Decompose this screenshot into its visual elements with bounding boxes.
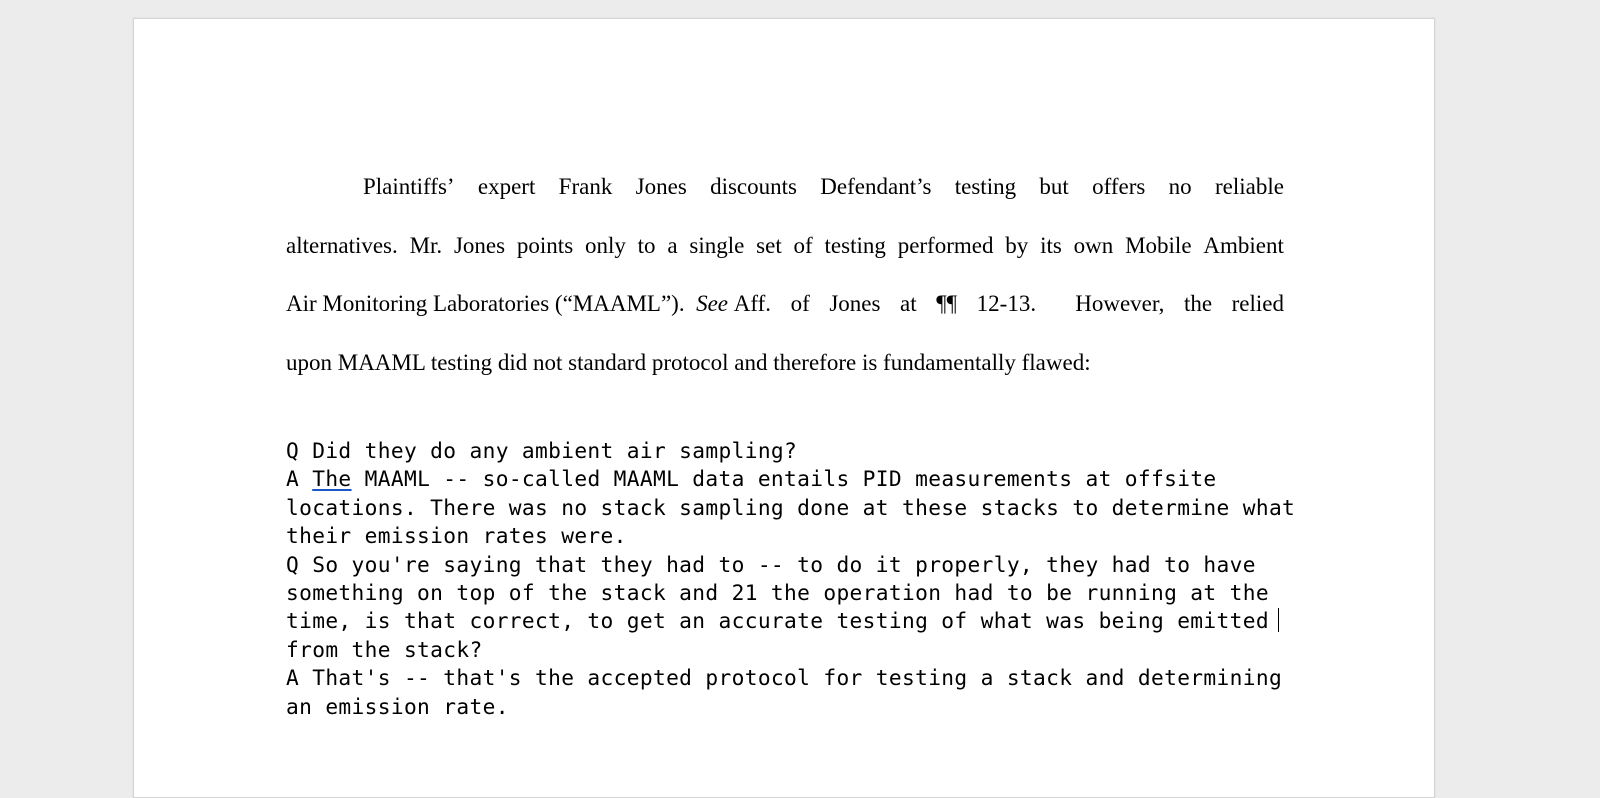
paragraph-word: by (1005, 232, 1029, 258)
paragraph-word: Mobile (1125, 232, 1192, 258)
paragraph-line-4 (286, 341, 1284, 400)
paragraph-line-1 (286, 165, 1284, 224)
paragraph-word: but (1039, 174, 1069, 199)
paragraph-word: testing (824, 232, 886, 258)
line-3-text-after-citation: Aff. of Jones at ¶¶ 12-13. However, the relied (733, 291, 1284, 316)
paragraph-word: Defendant’s (820, 174, 932, 199)
citation-signal-see: See (696, 291, 728, 316)
paragraph-word: Ambient (1203, 232, 1284, 258)
line-4-text: upon MAAML testing did not standard protocol and therefore is fundamentally flawed: (286, 349, 1091, 375)
paragraph-word: alternatives. (286, 232, 398, 258)
transcript-line: from the stack? (286, 636, 483, 662)
paragraph-word: discounts (710, 174, 797, 199)
paragraph-word: to (637, 232, 656, 258)
paragraph-word: Jones (453, 232, 506, 258)
paragraph-line-2 (286, 224, 1284, 283)
text-cursor (1278, 608, 1280, 632)
transcript-line: Q So you're saying that they had to -- to do it properly, they had to have (286, 551, 1256, 577)
paragraph-word: own (1073, 232, 1114, 258)
paragraph-word: Mr. (409, 232, 443, 258)
transcript-line: locations. There was no stack sampling done at these stacks to determine what (286, 494, 1296, 520)
transcript-line (286, 607, 1296, 635)
paragraph-line-3 (286, 282, 1284, 341)
paragraph-word: reliable (1214, 174, 1284, 199)
paragraph-word: a (667, 232, 678, 258)
transcript-line: their emission rates were. (286, 523, 627, 549)
transcript-line: Q Did they do any ambient air sampling? (286, 438, 798, 463)
paragraph-word: points (516, 232, 574, 258)
paragraph-word: its (1040, 232, 1062, 258)
paragraph-word: of (793, 232, 813, 258)
paragraph-word: performed (897, 232, 994, 258)
transcript-line-text: time, is that correct, to get an accurate testing of what was being emitted (286, 608, 1269, 634)
paragraph-word: expert (477, 174, 536, 199)
deposition-excerpt (286, 437, 1296, 721)
transcript-line: A That's -- that's the accepted protocol for testing a stack and determining (286, 665, 1283, 691)
line-3-text-before-citation: Air Monitoring Laboratories (“MAAML”). (286, 291, 685, 316)
brief-paragraph (286, 165, 1284, 399)
paragraph-word: Plaintiffs’ (363, 174, 455, 199)
paragraph-word: Jones (635, 174, 687, 199)
answer-marker: A (286, 466, 313, 492)
paragraph-word: Frank (558, 174, 613, 199)
paragraph-word: offers (1092, 174, 1146, 199)
paragraph-word: no (1168, 174, 1192, 199)
paragraph-word: single (689, 232, 745, 258)
paragraph-word: testing (954, 174, 1017, 199)
paragraph-word: only (584, 232, 626, 258)
spellcheck-underlined-word[interactable]: The (312, 466, 352, 492)
transcript-line (286, 465, 1296, 493)
transcript-line-text: MAAML -- so-called MAAML data entails PID measurements at offsite (351, 466, 1217, 492)
paragraph-word: set (756, 232, 782, 258)
transcript-line: something on top of the stack and 21 the operation had to be running at the (286, 579, 1269, 605)
transcript-line: an emission rate. (286, 693, 509, 719)
